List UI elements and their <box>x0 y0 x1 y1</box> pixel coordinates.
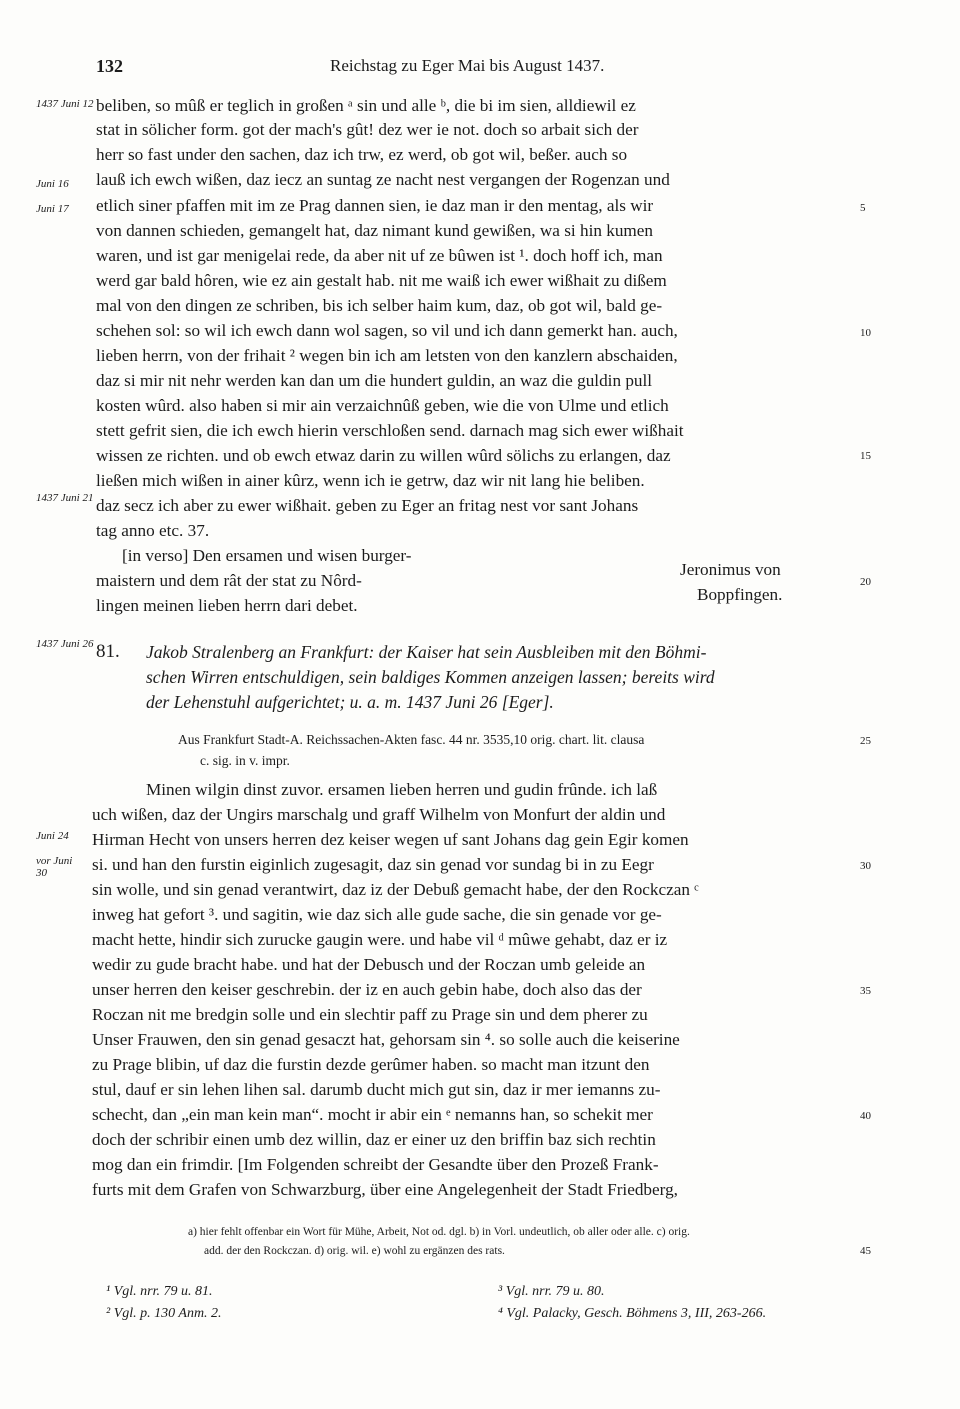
text-line: wissen ze richten. und ob ewch etwaz darin zu willen wûrd sölichs zu erlangen, daz <box>96 446 671 465</box>
margin-date: vor Juni 30 <box>36 855 73 879</box>
line-number: 15 <box>860 450 871 462</box>
text-line: mog dan ein frimdir. [Im Folgenden schreibt der Gesandte über den Prozeß Frank- <box>92 1155 659 1174</box>
heading-line: der Lehenstuhl aufgerichtet; u. a. m. 1437 Juni 26 [Eger]. <box>146 692 554 712</box>
apparatus-line: add. der den Rockczan. d) orig. wil. e) wohl zu ergänzen des rats. <box>204 1245 505 1257</box>
margin-date: 1437 Juni 21 <box>36 492 94 504</box>
margin-date: 1437 Juni 12 <box>36 98 94 110</box>
footnote: ⁴ Vgl. Palacky, Gesch. Böhmens 3, III, 263-266. <box>498 1306 767 1321</box>
apparatus-line: a) hier fehlt offenbar ein Wort für Mühe, Arbeit, Not od. dgl. b) in Vorl. undeutlich, ob aller oder alle. c) orig. <box>188 1226 690 1238</box>
source-line: c. sig. in v. impr. <box>200 753 290 768</box>
line-number: 30 <box>860 860 871 872</box>
text-line: lieben herrn, von der frihait ² wegen bin ich am letsten von den kanzlern abschaiden, <box>96 346 678 365</box>
address-line: [in verso] Den ersamen und wisen burger- <box>122 546 412 565</box>
text-line: unser herren den keiser geschrebin. der iz en auch gebin habe, doch also das der <box>92 980 642 999</box>
text-line: tag anno etc. 37. <box>96 521 210 540</box>
text-line: etlich siner pfaffen mit im ze Prag dannen sien, ie daz man ir den mentag, als wir <box>96 196 654 215</box>
text-line: lauß ich ewch wißen, daz iecz an suntag ze nacht nest vergangen der Rogenzan und <box>96 170 670 189</box>
text-line: beliben, so mûß er teglich in großen ᵃ sin und alle ᵇ, die bi im sien, alldiewil ez <box>96 96 636 115</box>
line-number: 40 <box>860 1110 871 1122</box>
line-number: 35 <box>860 985 871 997</box>
text-line: ließen mich wißen in ainer kûrz, wenn ich ie getrw, daz wir nit lang hie beliben. <box>96 471 645 490</box>
margin-date: Juni 16 <box>36 178 69 190</box>
line-number: 25 <box>860 735 871 747</box>
address-line: lingen meinen lieben herrn dari debet. <box>96 596 358 615</box>
text-line: macht hette, hindir sich zurucke gaugin were. und habe vil ᵈ mûwe gehabt, daz er iz <box>92 930 668 949</box>
footnote: ² Vgl. p. 130 Anm. 2. <box>106 1306 222 1321</box>
text-line: wedir zu gude bracht habe. und hat der Debusch und der Roczan umb geleide an <box>92 955 646 974</box>
text-line: Unser Frauwen, den sin genad gesaczt hat, gehorsam sin ⁴. so solle auch die keiserine <box>92 1030 680 1049</box>
margin-date: Juni 17 <box>36 203 69 215</box>
text-line: mal von den dingen ze schriben, bis ich selber haim kum, daz, ob got wil, bald ge- <box>96 296 663 315</box>
text-line: schecht, dan „ein man kein man“. mocht ir abir ein ᵉ nemanns han, so schekit mer <box>92 1105 653 1124</box>
text-line: si. und han den furstin eiginlich zugesagit, daz sin genad vor sundag bi in zu Eegr <box>92 855 654 874</box>
text-line: kosten wûrd. also haben si mir ain verzaichnûß geben, wie die von Ulme und etlich <box>96 396 669 415</box>
text-line: doch der schribir einen umb dez willin, daz er einer uz den briffin baz sich rechtin <box>92 1130 656 1149</box>
text-line: daz secz ich aber zu ewer wißhait. geben zu Eger an fritag nest vor sant Johans <box>96 496 639 515</box>
footnote: ³ Vgl. nrr. 79 u. 80. <box>498 1284 605 1299</box>
line-number: 45 <box>860 1245 871 1257</box>
text-line: stat in sölicher form. got der mach's gût! dez wer ie not. doch so arbait sich der <box>96 120 639 139</box>
running-title: Reichstag zu Eger Mai bis August 1437. <box>330 56 605 75</box>
line-number: 10 <box>860 327 871 339</box>
margin-date: 1437 Juni 26 <box>36 638 94 650</box>
text-line: Hirman Hecht von unsers herren dez keiser wegen uf sant Johans dag gein Egir komen <box>92 830 689 849</box>
footnote: ¹ Vgl. nrr. 79 u. 81. <box>106 1284 213 1299</box>
text-line: sin wolle, und sin genad verantwirt, daz iz der Debuß gemacht habe, der den Rockczan ᶜ <box>92 880 699 899</box>
source-line: Aus Frankfurt Stadt-A. Reichssachen-Akten fasc. 44 nr. 3535,10 orig. chart. lit. clausa <box>178 732 645 747</box>
text-line: inweg hat gefort ³. und sagitin, wie daz sich alle gude sache, die sin genade vor ge- <box>92 905 662 924</box>
page-number: 132 <box>96 56 123 76</box>
margin-date: Juni 24 <box>36 830 69 842</box>
text-line: werd gar bald hôren, wie ez ain gestalt hab. nit me waiß ich ewer wißhait zu dißem <box>96 271 667 290</box>
text-line: uch wißen, daz der Ungirs marschalg und graff Wilhelm von Monfurt der aldin und <box>92 805 666 824</box>
text-line: waren, und ist gar menigelai rede, da aber nit uf ze bûwen ist ¹. doch hoff ich, man <box>96 246 663 265</box>
heading-line: Jakob Stralenberg an Frankfurt: der Kaiser hat sein Ausbleiben mit den Böhmi- <box>146 642 707 662</box>
text-line: stett gefrit sien, die ich ewch hierin verschloßen send. darnach mag sich ewer wißhait <box>96 421 684 440</box>
text-line: von dannen schieden, gemangelt hat, daz nimant kund gewißen, wa si hin kumen <box>96 221 654 240</box>
text-line: herr so fast under den sachen, daz ich trw, ez werd, ob got wil, beßer. auch so <box>96 145 628 164</box>
address-line: maistern und dem rât der stat zu Nôrd- <box>96 571 362 590</box>
line-number: 5 <box>860 202 866 214</box>
text-line: stul, dauf er sin lehen lihen sal. darumb ducht mich gut sin, daz ir mer iemanns zu- <box>92 1080 661 1099</box>
signature-line: Jeronimus von <box>680 560 781 579</box>
signature-line: Boppfingen. <box>697 585 783 604</box>
text-line: furts mit dem Grafen von Schwarzburg, über eine Angelegenheit der Stadt Friedberg, <box>92 1180 678 1199</box>
text-line: zu Prage blibin, uf daz die furstin dezde gerûmer haben. so macht man itzunt den <box>92 1055 650 1074</box>
document-number: 81. <box>96 641 120 662</box>
heading-line: schen Wirren entschuldigen, sein baldiges Kommen anzeigen lassen; bereits wird <box>146 667 715 687</box>
text-line: Roczan nit me bredgin solle und ein slechtir paff zu Prage sin und dem pherer zu <box>92 1005 648 1024</box>
text-line: schehen sol: so wil ich ewch dann wol sagen, so vil und ich dann gemerkt han. auch, <box>96 321 678 340</box>
text-line: Minen wilgin dinst zuvor. ersamen lieben herren und gudin frûnde. ich laß <box>146 780 658 799</box>
text-line: daz si mir nit nehr werden kan dan um die hundert guldin, an waz die guldin pull <box>96 371 653 390</box>
line-number: 20 <box>860 576 871 588</box>
